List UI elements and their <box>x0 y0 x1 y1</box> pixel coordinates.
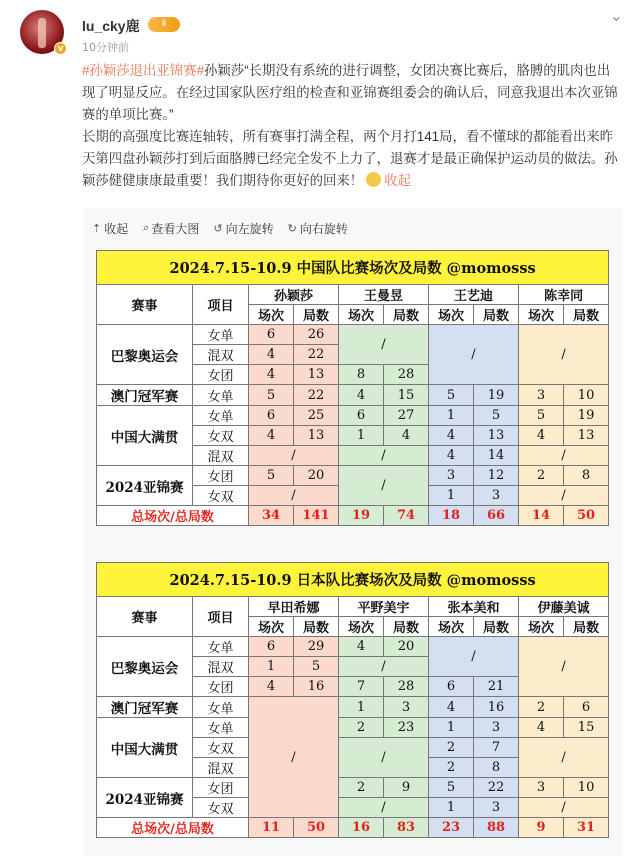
slash-cell: / <box>339 325 429 365</box>
cell: 4 <box>249 365 294 385</box>
table-row <box>97 637 609 657</box>
event-name: 澳门冠军赛 <box>97 697 193 718</box>
cell: 22 <box>474 778 519 798</box>
cell: 5 <box>429 778 474 798</box>
cell: 3 <box>384 697 429 718</box>
player-name: 王艺迪 <box>429 285 519 305</box>
cell: 8 <box>339 365 384 385</box>
cell: 4 <box>384 426 429 446</box>
total-cell: 66 <box>474 506 519 526</box>
cell: 19 <box>474 385 519 406</box>
user-level-badge[interactable]: Ⅱ <box>148 17 180 32</box>
cell: 12 <box>474 466 519 486</box>
sub-header: 局数 <box>564 305 609 325</box>
cell: 6 <box>339 406 384 426</box>
totals-row <box>97 818 609 838</box>
rotate-left-label: 向左旋转 <box>225 221 274 236</box>
event-name: 2024亚锦赛 <box>97 466 193 506</box>
cell: 1 <box>249 657 294 677</box>
item-name: 女团 <box>193 778 249 798</box>
total-cell: 74 <box>384 506 429 526</box>
table-row <box>97 466 609 486</box>
cell: 25 <box>294 406 339 426</box>
sub-header: 场次 <box>339 305 384 325</box>
header-item: 项目 <box>193 285 249 325</box>
cell: 5 <box>249 466 294 486</box>
item-name: 女双 <box>193 798 249 818</box>
item-name: 女单 <box>193 406 249 426</box>
table-row <box>97 718 609 738</box>
china-stats-table[interactable] <box>96 250 609 526</box>
total-cell: 14 <box>519 506 564 526</box>
cell: 15 <box>384 385 429 406</box>
slash-cell: / <box>249 486 339 506</box>
username[interactable]: lu_cky鹿 <box>82 18 140 34</box>
cell: 6 <box>564 697 609 718</box>
event-name: 2024亚锦赛 <box>97 778 193 818</box>
cell: 4 <box>429 697 474 718</box>
verified-badge-icon: v <box>54 42 67 55</box>
total-cell: 11 <box>249 818 294 838</box>
cell: 21 <box>474 677 519 697</box>
total-cell: 141 <box>294 506 339 526</box>
table-row <box>97 778 609 798</box>
cell: 5 <box>519 406 564 426</box>
cell: 7 <box>339 677 384 697</box>
cell: 2 <box>429 758 474 778</box>
player-name: 王曼昱 <box>339 285 429 305</box>
cell: 4 <box>249 677 294 697</box>
cell: 28 <box>384 365 429 385</box>
slash-cell: / <box>429 637 519 677</box>
total-cell: 19 <box>339 506 384 526</box>
player-name: 孙颖莎 <box>249 285 339 305</box>
cell: 22 <box>294 345 339 365</box>
slash-cell: / <box>519 446 609 466</box>
totals-row <box>97 506 609 526</box>
cell: 1 <box>429 406 474 426</box>
total-cell: 16 <box>339 818 384 838</box>
sub-header: 场次 <box>429 305 474 325</box>
total-cell: 83 <box>384 818 429 838</box>
cell: 4 <box>249 426 294 446</box>
rotate-left-icon: ↺ <box>213 221 223 235</box>
cell: 20 <box>384 637 429 657</box>
cell: 3 <box>474 486 519 506</box>
cell: 6 <box>249 325 294 345</box>
event-name: 中国大满贯 <box>97 718 193 778</box>
table-title: 2024.7.15-10.9 日本队比赛场次及局数 @momosss <box>97 563 609 597</box>
header-event: 赛事 <box>97 285 193 325</box>
cell: 16 <box>474 697 519 718</box>
table-row <box>97 325 609 345</box>
sub-header: 局数 <box>294 617 339 637</box>
cell: 27 <box>384 406 429 426</box>
sub-header: 局数 <box>474 305 519 325</box>
slash-cell: / <box>519 798 609 818</box>
slash-cell: / <box>519 486 609 506</box>
player-name: 早田希娜 <box>249 597 339 617</box>
item-name: 混双 <box>193 446 249 466</box>
cell: 5 <box>294 657 339 677</box>
cell: 4 <box>339 637 384 657</box>
post-text-body: 长期的高强度比赛连轴转，所有赛事打满全程，两个月打141局，看不懂球的都能看出来昨天第四盘孙颖莎打到后面胳膊已经完全发不上力了，退赛才是最正确保护运动员的做法。孙颖莎健健康康最重要！我们期待你更好的回来！ <box>82 129 618 188</box>
total-cell: 88 <box>474 818 519 838</box>
total-cell: 23 <box>429 818 474 838</box>
total-cell: 34 <box>249 506 294 526</box>
item-name: 女单 <box>193 697 249 718</box>
cell: 14 <box>474 446 519 466</box>
rotate-right-label: 向右旋转 <box>299 221 348 236</box>
table-row <box>97 406 609 426</box>
item-name: 女团 <box>193 677 249 697</box>
event-name: 澳门冠军赛 <box>97 385 193 406</box>
player-name: 张本美和 <box>429 597 519 617</box>
sub-header: 场次 <box>249 617 294 637</box>
cell: 3 <box>519 778 564 798</box>
collapse-link[interactable]: 收起 <box>384 173 411 188</box>
table-row <box>97 385 609 406</box>
cell: 10 <box>564 385 609 406</box>
item-name: 女双 <box>193 426 249 446</box>
cell: 13 <box>294 426 339 446</box>
sub-header: 局数 <box>564 617 609 637</box>
sub-header: 场次 <box>249 305 294 325</box>
slash-cell: / <box>339 657 429 677</box>
player-name: 陈幸同 <box>519 285 609 305</box>
item-name: 女双 <box>193 738 249 758</box>
cell: 4 <box>429 426 474 446</box>
item-name: 混双 <box>193 758 249 778</box>
cell: 4 <box>429 446 474 466</box>
item-name: 女团 <box>193 365 249 385</box>
total-cell: 50 <box>564 506 609 526</box>
cell: 8 <box>564 466 609 486</box>
arrow-up-icon: ⇡ <box>92 221 102 235</box>
slash-cell: / <box>339 798 429 818</box>
sub-header: 场次 <box>429 617 474 637</box>
cell: 22 <box>294 385 339 406</box>
slash-cell: / <box>249 446 339 466</box>
view-large-button[interactable] <box>142 218 199 238</box>
image-toolbar <box>92 218 348 238</box>
search-icon: ⌕ <box>142 221 149 234</box>
cell: 28 <box>384 677 429 697</box>
item-name: 女双 <box>193 486 249 506</box>
cell: 1 <box>429 718 474 738</box>
total-cell: 50 <box>294 818 339 838</box>
slash-cell: / <box>339 446 429 466</box>
cell: 7 <box>474 738 519 758</box>
slash-cell: / <box>519 637 609 697</box>
totals-label: 总场次/总局数 <box>97 506 249 526</box>
hashtag-link[interactable]: #孙颖莎退出亚锦赛# <box>82 63 205 78</box>
cell: 13 <box>564 426 609 446</box>
post-time[interactable]: 10分钟前 <box>82 41 129 54</box>
cell: 3 <box>474 798 519 818</box>
item-name: 女团 <box>193 466 249 486</box>
player-name: 平野美宇 <box>339 597 429 617</box>
cell: 6 <box>249 637 294 657</box>
cell: 3 <box>474 718 519 738</box>
event-name: 巴黎奥运会 <box>97 637 193 697</box>
cell: 4 <box>339 385 384 406</box>
rotate-right-button[interactable] <box>288 218 348 238</box>
item-name: 女单 <box>193 385 249 406</box>
cell: 2 <box>429 738 474 758</box>
totals-label: 总场次/总局数 <box>97 818 249 838</box>
slash-cell: / <box>339 738 429 778</box>
sub-header: 局数 <box>474 617 519 637</box>
view-large-label: 查看大图 <box>151 221 200 236</box>
cell: 1 <box>339 426 384 446</box>
cell: 2 <box>519 697 564 718</box>
player-name: 伊藤美诚 <box>519 597 609 617</box>
cell: 9 <box>384 778 429 798</box>
item-name: 女单 <box>193 325 249 345</box>
sub-header: 场次 <box>519 617 564 637</box>
image-card <box>84 208 622 856</box>
cell: 1 <box>339 697 384 718</box>
table-title: 2024.7.15-10.9 中国队比赛场次及局数 @momosss <box>97 251 609 285</box>
item-name: 混双 <box>193 345 249 365</box>
cell: 10 <box>564 778 609 798</box>
cell: 19 <box>564 406 609 426</box>
cell: 3 <box>429 466 474 486</box>
table-row <box>97 697 609 718</box>
slash-cell: / <box>519 325 609 385</box>
cell: 16 <box>294 677 339 697</box>
slash-cell: / <box>519 738 609 778</box>
sub-header: 场次 <box>339 617 384 637</box>
cell: 29 <box>294 637 339 657</box>
cell: 4 <box>249 345 294 365</box>
header-item: 项目 <box>193 597 249 637</box>
sub-header: 局数 <box>294 305 339 325</box>
cell: 20 <box>294 466 339 486</box>
item-name: 混双 <box>193 657 249 677</box>
sub-header: 局数 <box>384 617 429 637</box>
cell: 2 <box>339 778 384 798</box>
slash-cell: / <box>429 325 519 385</box>
smile-emoji-icon <box>366 172 381 187</box>
cell: 5 <box>474 406 519 426</box>
cell: 23 <box>384 718 429 738</box>
japan-stats-table[interactable] <box>96 562 609 838</box>
cell: 13 <box>474 426 519 446</box>
header-event: 赛事 <box>97 597 193 637</box>
item-name: 女单 <box>193 718 249 738</box>
cell: 1 <box>429 798 474 818</box>
cell: 6 <box>249 406 294 426</box>
collapse-label: 收起 <box>104 221 129 236</box>
total-cell: 31 <box>564 818 609 838</box>
total-cell: 9 <box>519 818 564 838</box>
item-name: 女单 <box>193 637 249 657</box>
post-text-quote: 孙颖莎“长期没有系统的进行调整，女团决赛比赛后，胳膊的肌肉也出现了明显反应。在经过国家队医疗组的检查和亚锦赛组委会的确认后，同意我退出本次亚锦赛的单项比赛。” <box>82 63 618 122</box>
more-chevron-icon[interactable]: ⌄ <box>609 6 622 25</box>
cell: 5 <box>429 385 474 406</box>
event-name: 巴黎奥运会 <box>97 325 193 385</box>
rotate-left-button[interactable] <box>213 218 273 238</box>
cell: 6 <box>429 677 474 697</box>
post-content <box>82 60 622 192</box>
cell: 15 <box>564 718 609 738</box>
cell: 5 <box>249 385 294 406</box>
cell: 3 <box>519 385 564 406</box>
collapse-button[interactable] <box>92 218 128 238</box>
cell: 2 <box>339 718 384 738</box>
slash-cell: / <box>339 466 429 506</box>
sub-header: 局数 <box>384 305 429 325</box>
cell: 2 <box>519 466 564 486</box>
rotate-right-icon: ↻ <box>287 221 297 235</box>
total-cell: 18 <box>429 506 474 526</box>
slash-cell: / <box>249 697 339 818</box>
cell: 8 <box>474 758 519 778</box>
sub-header: 场次 <box>519 305 564 325</box>
cell: 4 <box>519 426 564 446</box>
event-name: 中国大满贯 <box>97 406 193 466</box>
cell: 26 <box>294 325 339 345</box>
cell: 4 <box>519 718 564 738</box>
cell: 13 <box>294 365 339 385</box>
cell: 1 <box>429 486 474 506</box>
